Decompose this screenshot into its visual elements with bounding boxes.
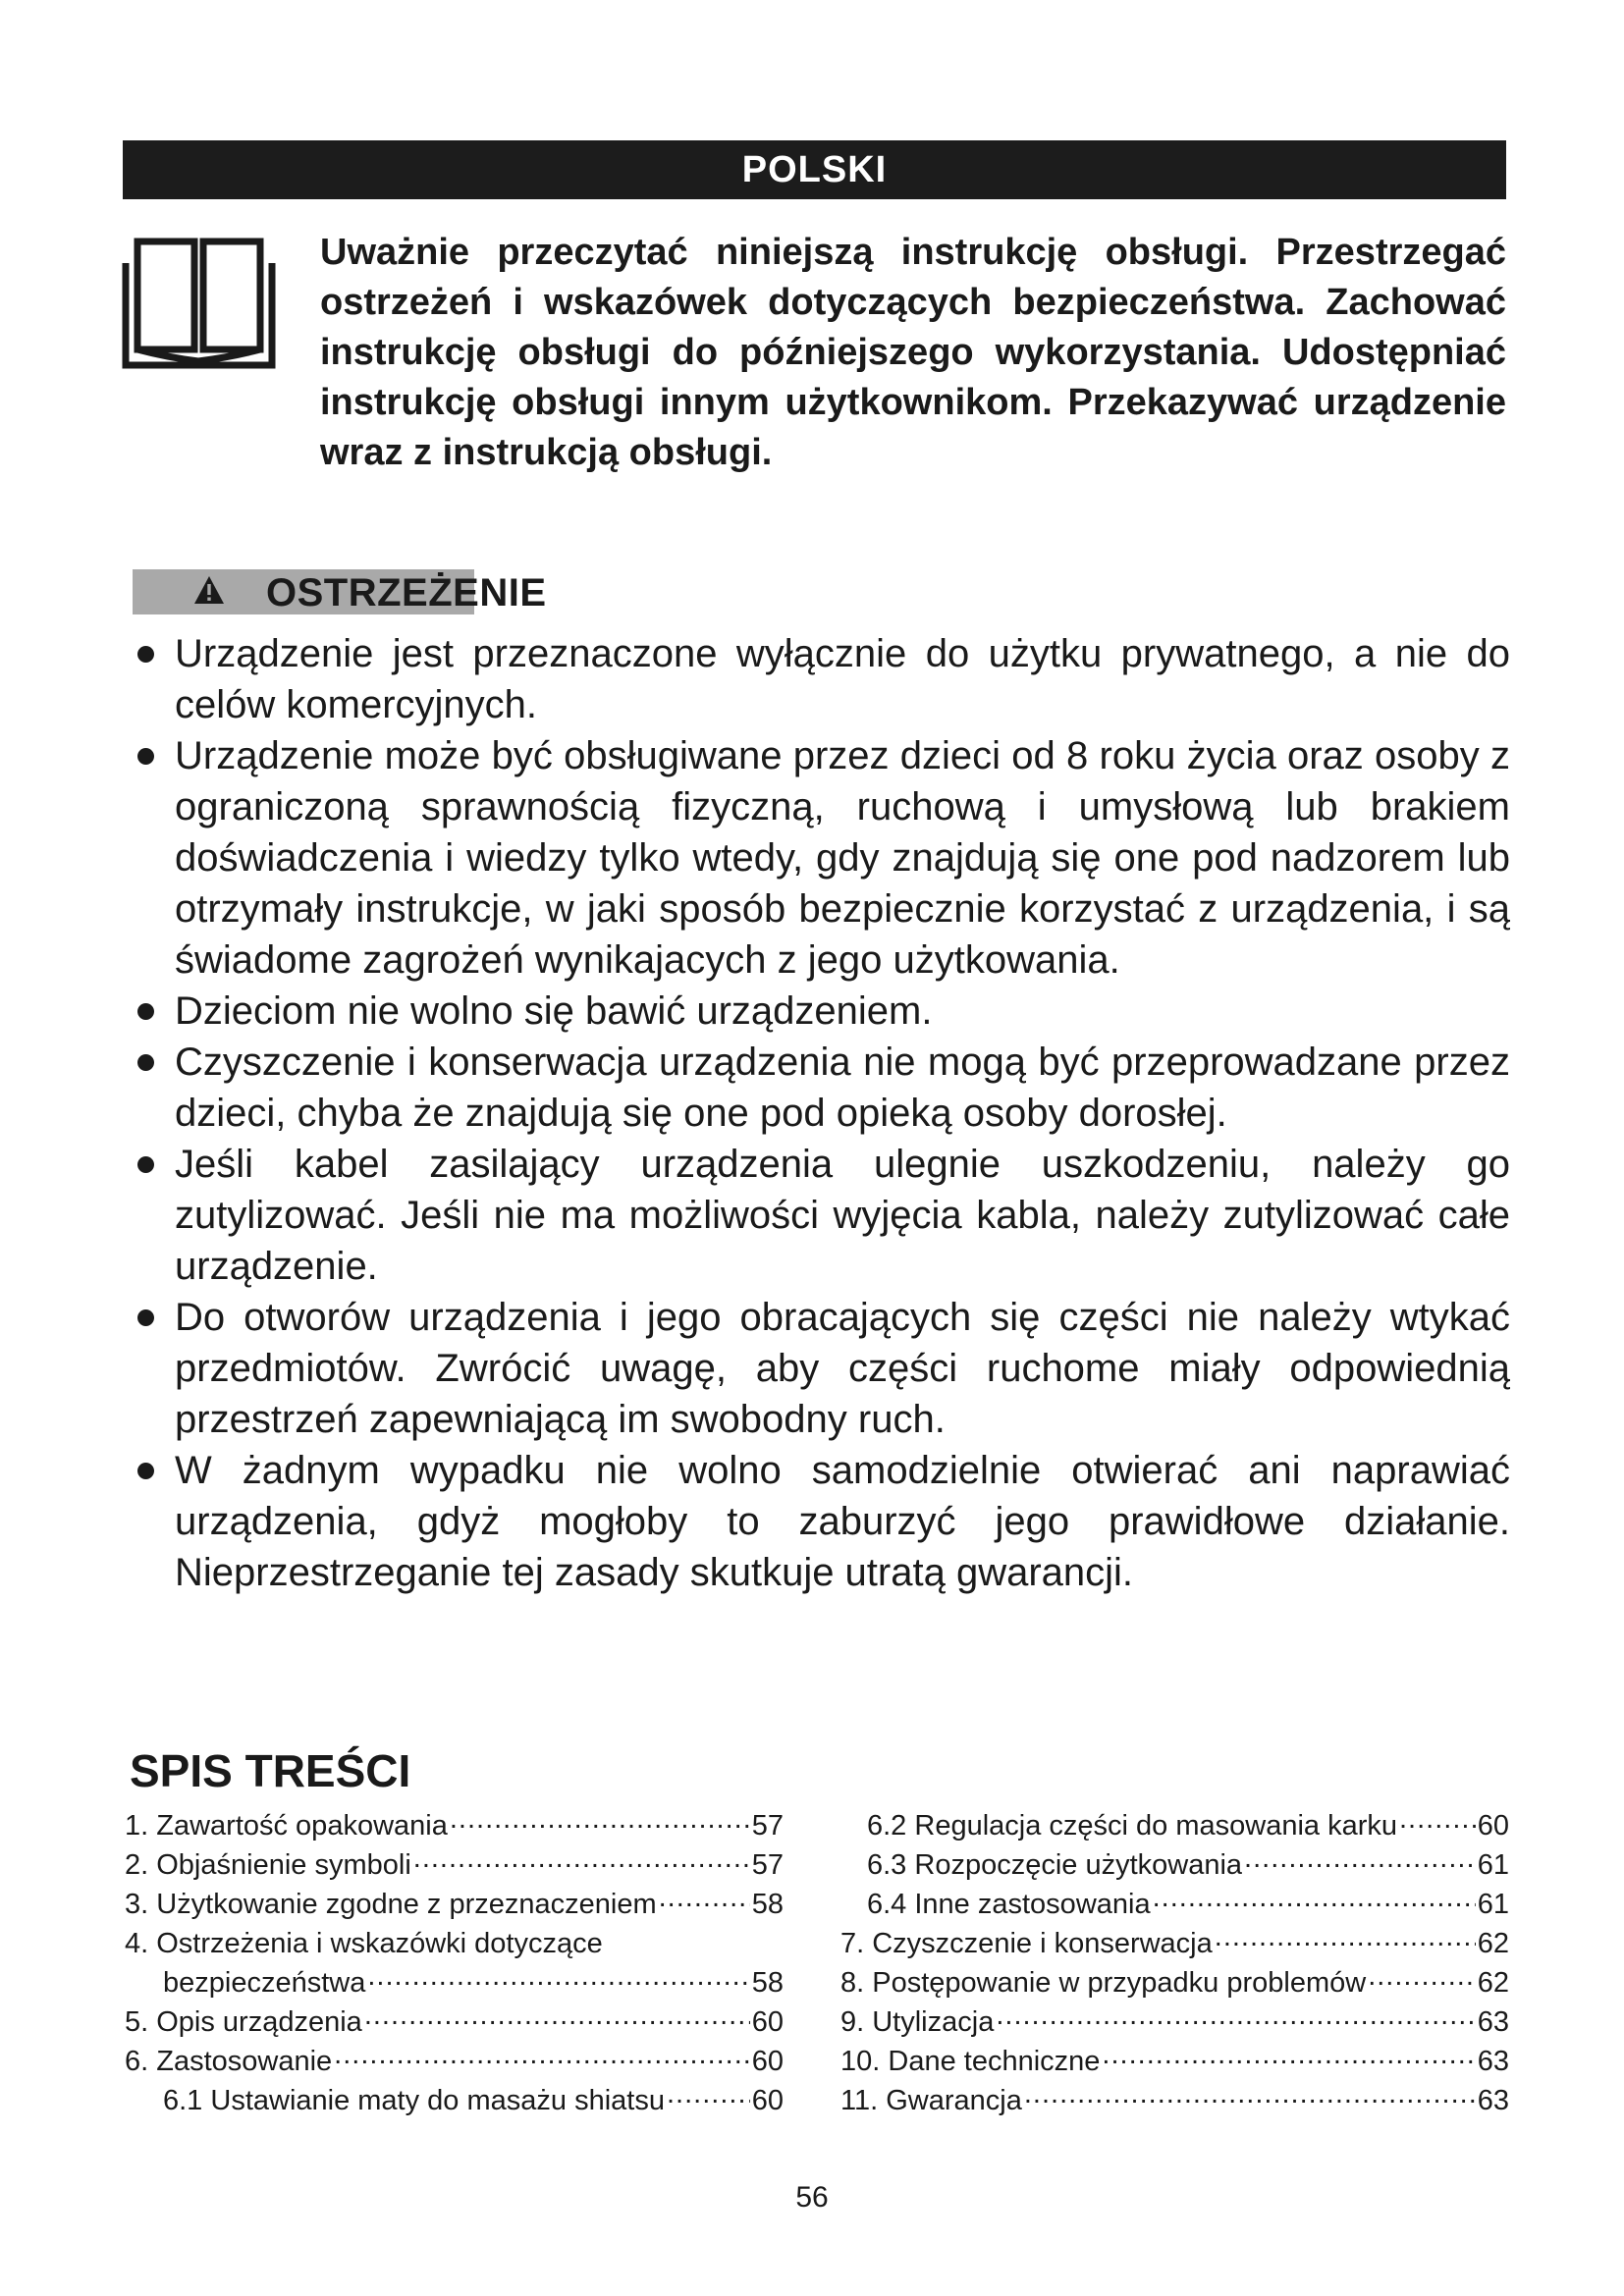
warning-item: Urządzenie może być obsługiwane przez dzieci od 8 roku życia oraz osoby z ograniczoną sprawnością fizyczną, ruchową i umysłową lub brakiem doświadczenia i wiedzy tylko wtedy, gdy znajdują się one pod nadzorem lub otrzymały instrukcje, w jaki sposób bezpiecznie korzystać z urządzenia, i są świadome zagrożeń wynikajacych z jego użytkowania. — [137, 730, 1510, 986]
toc-entry[interactable]: 5. Opis urządzenia ..... 60 — [125, 2002, 784, 2042]
bullet-icon — [137, 1463, 154, 1479]
warning-item: Do otworów urządzenia i jego obracających się części nie należy wtykać przedmiotów. Zwrócić uwagę, aby części ruchome miały odpowiednią przestrzeń zapewniającą im swobodny ruch. — [137, 1292, 1510, 1445]
toc-entry[interactable]: 8. Postępowanie w przypadku problemów ..... 62 — [840, 1963, 1509, 2002]
warning-item: Czyszczenie i konserwacja urządzenia nie mogą być przeprowadzane przez dzieci, chyba że znajdują się one pod opieką osoby dorosłej. — [137, 1037, 1510, 1139]
intro-text: Uważnie przeczytać niniejszą instrukcję obsługi. Przestrzegać ostrzeżeń i wskazówek dotyczących bezpieczeństwa. Zachować instrukcję obsługi do późniejszego wykorzystania. Udostępniać instrukcję obsługi innym użytkownikom. Przekazywać urządzenie wraz z instrukcją obsługi. — [320, 232, 1506, 473]
open-book-icon — [118, 234, 280, 371]
toc-entry[interactable]: 4. Ostrzeżenia i wskazówki dotyczące — [125, 1928, 603, 1959]
toc-entry[interactable]: 6. Zastosowanie ..... 60 — [125, 2042, 784, 2081]
bullet-icon — [137, 1054, 154, 1071]
warning-title — [133, 567, 643, 618]
bullet-icon — [137, 1309, 154, 1326]
bullet-icon — [137, 1003, 154, 1020]
warning-triangle-icon — [193, 575, 225, 605]
bullet-icon — [137, 646, 154, 663]
toc-entry[interactable]: 6.1 Ustawianie maty do masażu shiatsu ..... 60 — [125, 2081, 784, 2120]
toc-entry[interactable]: 2. Objaśnienie symboli ..... 57 — [125, 1845, 784, 1885]
toc-entry[interactable]: 1. Zawartość opakowania ..... 57 — [125, 1806, 784, 1845]
toc-entry[interactable]: 6.3 Rozpoczęcie użytkowania ..... 61 — [840, 1845, 1509, 1885]
toc-entry[interactable]: 11. Gwarancja ..... 63 — [840, 2081, 1509, 2120]
warning-list — [137, 628, 1510, 1598]
page-number: 56 — [795, 2181, 829, 2214]
toc-entry[interactable]: 6.2 Regulacja części do masowania karku ..... 60 — [840, 1806, 1509, 1845]
toc-entry[interactable]: 9. Utylizacja ..... 63 — [840, 2002, 1509, 2042]
toc-right-column — [840, 1806, 1509, 2120]
warning-item: Jeśli kabel zasilający urządzenia ulegnie uszkodzeniu, należy go zutylizować. Jeśli nie ma możliwości wyjęcia kabla, należy zutylizować całe urządzenie. — [137, 1139, 1510, 1292]
warning-title-label: OSTRZEŻENIE — [266, 571, 547, 614]
toc-entry[interactable]: 7. Czyszczenie i konserwacja ..... 62 — [840, 1924, 1509, 1963]
warning-item: W żadnym wypadku nie wolno samodzielnie otwierać ani naprawiać urządzenia, gdyż mogłoby to zaburzyć jego prawidłowe działanie. Nieprzestrzeganie tej zasady skutkuje utratą gwarancji. — [137, 1445, 1510, 1598]
warning-item: Dzieciom nie wolno się bawić urządzeniem. — [137, 986, 1510, 1037]
language-header: POLSKI — [123, 140, 1506, 199]
bullet-icon — [137, 748, 154, 765]
toc-entry[interactable]: bezpieczeństwa ..... 58 — [125, 1963, 784, 2002]
toc-title: SPIS TREŚCI — [130, 1745, 411, 1796]
toc-entry[interactable]: 6.4 Inne zastosowania ..... 61 — [840, 1885, 1509, 1924]
bullet-icon — [137, 1156, 154, 1173]
toc-entry[interactable]: 3. Użytkowanie zgodne z przeznaczeniem ..... 58 — [125, 1885, 784, 1924]
toc-left-column — [125, 1806, 784, 2120]
warning-item: Urządzenie jest przeznaczone wyłącznie do użytku prywatnego, a nie do celów komercyjnych. — [137, 628, 1510, 730]
toc-entry[interactable]: 10. Dane techniczne ..... 63 — [840, 2042, 1509, 2081]
